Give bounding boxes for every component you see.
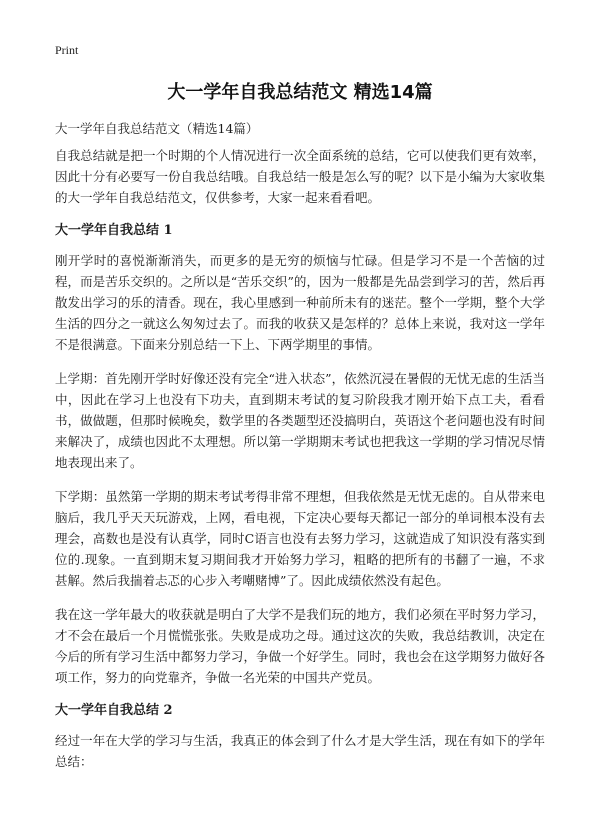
section-1-paragraph-4: 我在这一学年最大的收获就是明白了大学不是我们玩的地方，我们必须在平时努力学习，才不会在最后一个月慌慌张张。失败是成功之母。通过这次的失败，我总结教训，决定在今后的所有学习生活中都努力学习，争做一个好学生。同时，我也会在这学期努力做好各项工作，努力的向党靠齐，争做一名光荣的中国共产党员。 (55, 607, 545, 685)
section-1-paragraph-3: 下学期：虽然第一学期的期末考试考得非常不理想，但我依然是无忧无虑的。自从带来电脑后，我几乎天天玩游戏，上网，看电视，下定决心要每天都记一部分的单词根本没有去理会，高数也是没有认真学，同时C语言也没有去努力学习，这就造成了知识没有落实到位的.现象。一直到期末复习期间我才开始努力学习，粗略的把所有的书翻了一遍，不求甚解。然后我揣着忐忑的心步入考嘲赌博”了。因此成绩依然没有起色。 (55, 489, 545, 588)
section-1-paragraph-2: 上学期：首先刚开学时好像还没有完全“进入状态”，依然沉浸在暑假的无忧无虑的生活当中，因此在学习上也没有下功夫，直到期末考试的复习阶段我才刚开始下点工夫，看看书，做做题，但那时候晚矣，数学里的各类题型还没搞明白，英语这个老问题也没有时间来解决了，成绩也因此不太理想。所以第一学期期末考试也把我这一学期的学习情况尽情地表现出来了。 (55, 371, 545, 470)
print-link[interactable]: Print (55, 43, 79, 57)
section-2-paragraph-1: 经过一年在大学的学习与生活，我真正的体会到了什么才是大学生活，现在有如下的学年总结： (55, 733, 545, 769)
section-1-paragraph-1: 刚开学时的喜悦渐渐消失，而更多的是无穷的烦恼与忙碌。但是学习不是一个苦恼的过程，而是苦乐交织的。之所以是“苦乐交织”的，因为一般都是先品尝到学习的苦，然后再散发出学习的乐的清香。现在，我心里感到一种前所未有的迷茫。整个一学期，整个大学生活的四分之一就这么匆匆过去了。而我的收获又是怎样的？总体上来说，我对这一学年不是很满意。下面来分别总结一下上、下两学期里的事情。 (55, 253, 545, 352)
page-title: 大一学年自我总结范文 精选14篇 (167, 82, 433, 103)
section-heading-2: 大一学年自我总结 2 (55, 703, 173, 718)
document-body (55, 118, 545, 785)
document-subtitle: 大一学年自我总结范文（精选14篇） (55, 121, 259, 136)
section-heading-1: 大一学年自我总结 1 (55, 223, 173, 238)
intro-paragraph: 自我总结就是把一个时期的个人情况进行一次全面系统的总结，它可以使我们更有效率，因此十分有必要写一份自我总结哦。自我总结一般是怎么写的呢？以下是小编为大家收集的大一学年自我总结范文，仅供参考，大家一起来看看吧。 (55, 148, 545, 205)
